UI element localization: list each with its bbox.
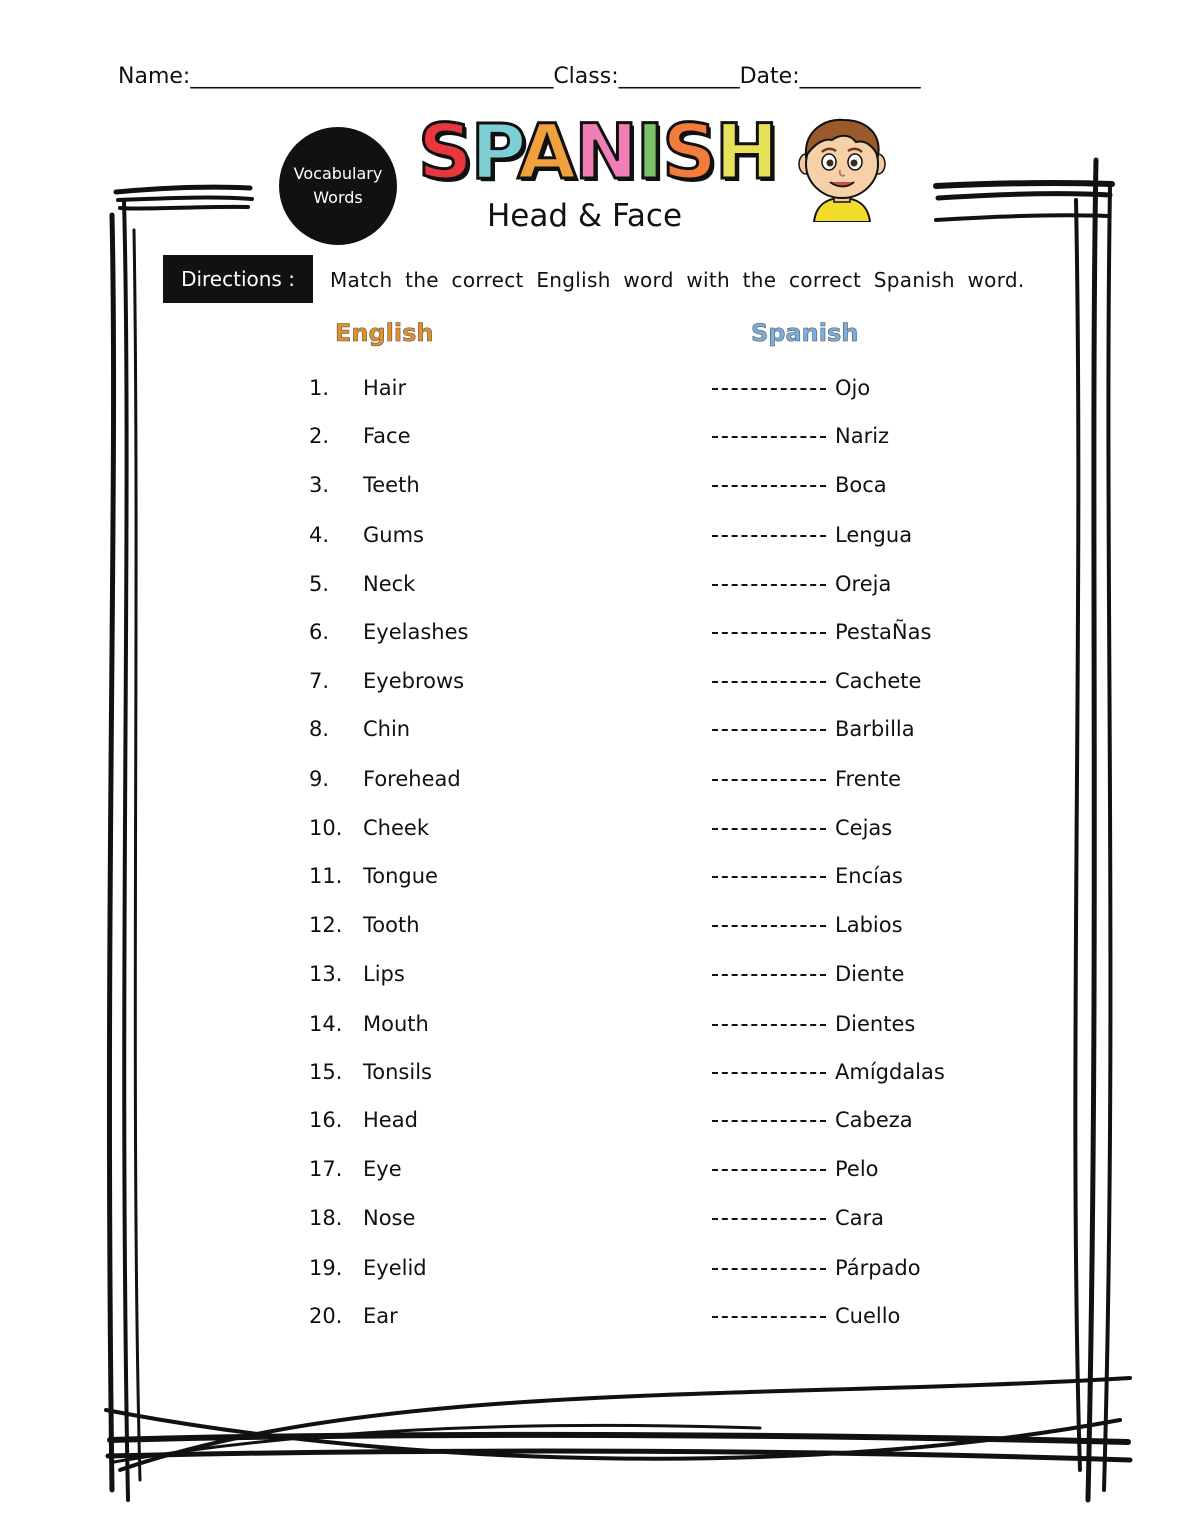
english-word: Forehead [363, 767, 461, 791]
english-word: Eyelashes [363, 620, 469, 644]
spanish-word: Lengua [835, 523, 913, 547]
item-number: 6. [309, 620, 330, 644]
spanish-word: Pelo [835, 1157, 879, 1181]
item-number: 3. [309, 473, 330, 497]
list-item [0, 1298, 1187, 1334]
english-word: Ear [363, 1304, 398, 1328]
spanish-word: Boca [835, 473, 887, 497]
title-letter: P [470, 107, 518, 196]
english-column-heading: English [335, 319, 434, 347]
answer-blank[interactable] [712, 1316, 826, 1318]
list-item [0, 418, 1187, 454]
item-number: 9. [309, 767, 330, 791]
item-number: 2. [309, 424, 330, 448]
answer-blank[interactable] [712, 535, 826, 537]
list-item [0, 1151, 1187, 1187]
item-number: 7. [309, 669, 330, 693]
spanish-word: Dientes [835, 1012, 916, 1036]
answer-blank[interactable] [712, 1120, 826, 1122]
spanish-word: Labios [835, 913, 903, 937]
item-number: 18. [309, 1206, 343, 1230]
english-word: Teeth [363, 473, 420, 497]
spanish-word: Cara [835, 1206, 885, 1230]
english-word: Nose [363, 1206, 416, 1230]
answer-blank[interactable] [712, 1218, 826, 1220]
english-word: Eyelid [363, 1256, 427, 1280]
answer-blank[interactable] [712, 681, 826, 683]
item-number: 19. [309, 1256, 343, 1280]
spanish-word: PestaÑas [835, 620, 932, 644]
spanish-word: Ojo [835, 376, 871, 400]
list-item [0, 1054, 1187, 1090]
spanish-word: Nariz [835, 424, 890, 448]
list-item [0, 810, 1187, 846]
spanish-word: Frente [835, 767, 902, 791]
spanish-word: Barbilla [835, 717, 915, 741]
directions-label: Directions : [163, 255, 313, 303]
spanish-word: Cejas [835, 816, 893, 840]
answer-blank[interactable] [712, 828, 826, 830]
list-item [0, 517, 1187, 553]
list-item [0, 761, 1187, 797]
spanish-word: Amígdalas [835, 1060, 945, 1084]
title-letter: S [662, 107, 715, 196]
answer-blank[interactable] [712, 1024, 826, 1026]
english-word: Eyebrows [363, 669, 465, 693]
item-number: 4. [309, 523, 330, 547]
spanish-word: Oreja [835, 572, 892, 596]
spanish-word: Diente [835, 962, 905, 986]
answer-blank[interactable] [712, 485, 826, 487]
title-letter: N [574, 107, 636, 196]
answer-blank[interactable] [712, 436, 826, 438]
item-number: 11. [309, 864, 343, 888]
list-item [0, 1006, 1187, 1042]
list-item [0, 370, 1187, 406]
spanish-word: Párpado [835, 1256, 921, 1280]
english-word: Lips [363, 962, 405, 986]
english-word: Head [363, 1108, 418, 1132]
item-number: 1. [309, 376, 330, 400]
item-number: 8. [309, 717, 330, 741]
answer-blank[interactable] [712, 1072, 826, 1074]
badge-line-1: Vocabulary [293, 164, 383, 183]
english-word: Mouth [363, 1012, 429, 1036]
english-word: Tonsils [363, 1060, 432, 1084]
spanish-word: Cuello [835, 1304, 901, 1328]
answer-blank[interactable] [712, 779, 826, 781]
item-number: 13. [309, 962, 343, 986]
item-number: 20. [309, 1304, 343, 1328]
list-item [0, 663, 1187, 699]
answer-blank[interactable] [712, 974, 826, 976]
title-letter: S [418, 107, 471, 196]
english-word: Hair [363, 376, 407, 400]
title-letter: I [635, 107, 663, 196]
spanish-column-heading: Spanish [751, 319, 859, 347]
english-word: Eye [363, 1157, 402, 1181]
english-word: Neck [363, 572, 416, 596]
list-item [0, 1200, 1187, 1236]
answer-blank[interactable] [712, 632, 826, 634]
list-item [0, 858, 1187, 894]
list-item [0, 907, 1187, 943]
item-number: 16. [309, 1108, 343, 1132]
answer-blank[interactable] [712, 1268, 826, 1270]
item-number: 17. [309, 1157, 343, 1181]
badge-line-2: Words [313, 188, 363, 207]
item-number: 10. [309, 816, 343, 840]
english-word: Gums [363, 523, 424, 547]
list-item [0, 467, 1187, 503]
english-word: Face [363, 424, 411, 448]
name-class-date-line: Name:_________________________________Class:___________Date:___________ [118, 64, 921, 89]
item-number: 15. [309, 1060, 343, 1084]
spanish-word: Cachete [835, 669, 922, 693]
answer-blank[interactable] [712, 584, 826, 586]
title-letter: H [714, 107, 777, 196]
subtitle-head-face: Head & Face [487, 198, 683, 234]
english-word: Tongue [363, 864, 438, 888]
list-item [0, 711, 1187, 747]
answer-blank[interactable] [712, 876, 826, 878]
list-item [0, 1250, 1187, 1286]
list-item [0, 614, 1187, 650]
directions-text: Match the correct English word with the correct Spanish word. [330, 268, 1025, 292]
answer-blank[interactable] [712, 729, 826, 731]
item-number: 5. [309, 572, 330, 596]
answer-blank[interactable] [712, 1169, 826, 1171]
answer-blank[interactable] [712, 925, 826, 927]
answer-blank[interactable] [712, 388, 826, 390]
item-number: 14. [309, 1012, 343, 1036]
item-number: 12. [309, 913, 343, 937]
list-item [0, 956, 1187, 992]
list-item [0, 566, 1187, 602]
english-word: Cheek [363, 816, 429, 840]
title-letter: A [517, 107, 575, 196]
list-item [0, 1102, 1187, 1138]
spanish-word: Encías [835, 864, 903, 888]
spanish-word: Cabeza [835, 1108, 913, 1132]
english-word: Tooth [363, 913, 420, 937]
english-word: Chin [363, 717, 411, 741]
